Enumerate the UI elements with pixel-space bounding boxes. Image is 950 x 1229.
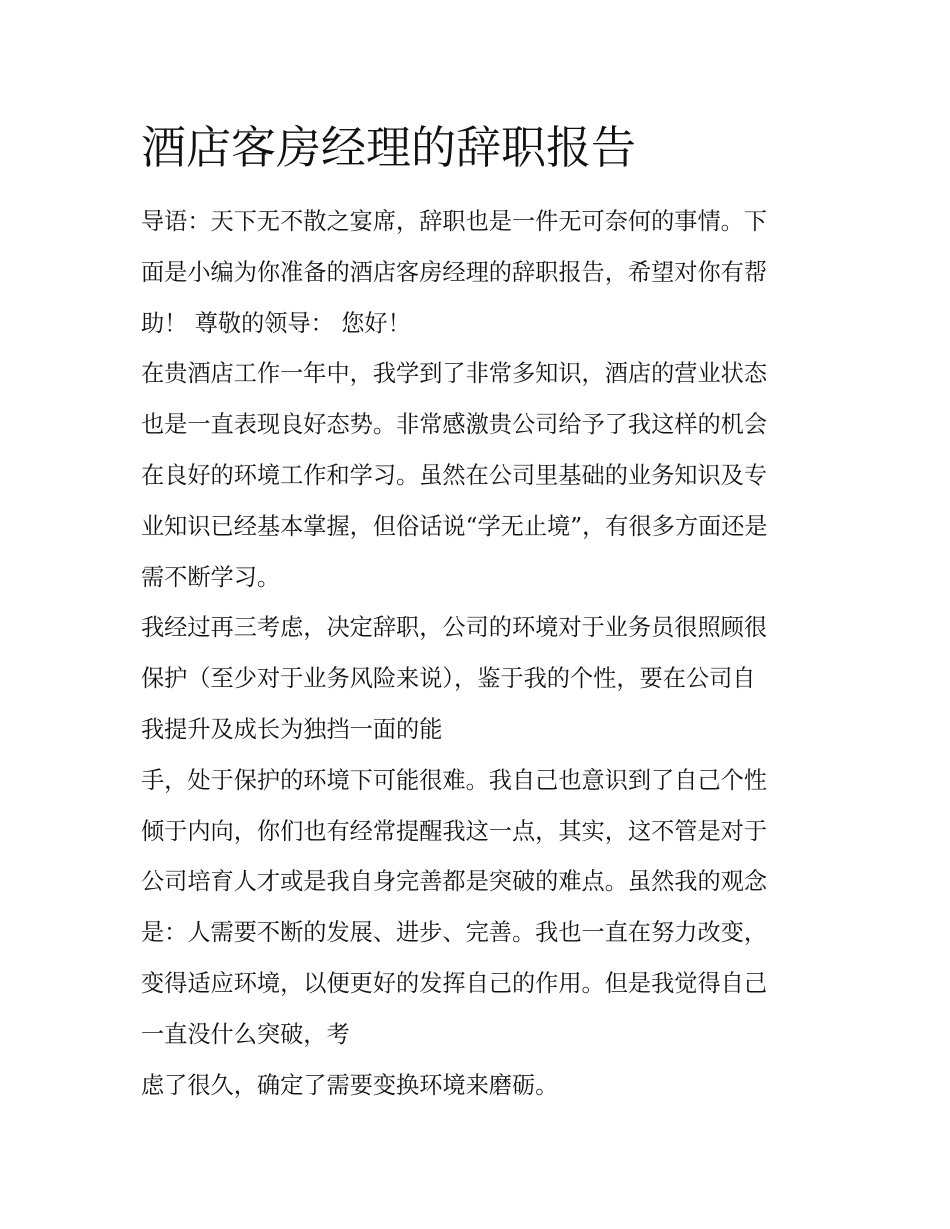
body-line: 手，处于保护的环境下可能很难。我自己也意识到了自己个性 [141,766,768,794]
body-line: 导语：天下无不散之宴席，辞职也是一件无可奈何的事情。下 [141,208,768,235]
document-body [141,197,821,1111]
body-line: 业知识已经基本掌握，但俗话说“学无止境”，有很多方面还是 [141,512,768,540]
body-line: 公司培育人才或是我自身完善都是突破的难点。虽然我的观念 [141,868,768,896]
body-line: 也是一直表现良好态势。非常感激贵公司给予了我这样的机会 [141,411,768,439]
body-line: 在良好的环境工作和学习。虽然在公司里基础的业务知识及专 [141,461,768,489]
body-line: 我提升及成长为独挡一面的能 [141,715,443,743]
body-line: 是：人需要不断的发展、进步、完善。我也一直在努力改变， [141,919,768,947]
body-line: 需不断学习。 [141,563,281,591]
body-line: 倾于内向，你们也有经常提醒我这一点，其实，这不管是对于 [141,817,768,845]
body-line: 变得适应环境，以便更好的发挥自己的作用。但是我觉得自己 [141,969,768,997]
body-line: 在贵酒店工作一年中，我学到了非常多知识，酒店的营业状态 [141,360,768,388]
body-line: 保护（至少对于业务风险来说），鉴于我的个性，要在公司自 [141,665,756,693]
body-line: 我经过再三考虑，决定辞职，公司的环境对于业务员很照顾很 [141,614,768,642]
body-line: 虑了很久，确定了需要变换环境来磨砺。 [141,1071,559,1099]
body-line: 助！ 尊敬的领导： 您好！ [141,309,411,337]
body-line: 一直没什么突破，考 [141,1020,350,1048]
document-title: 酒店客房经理的辞职报告 [141,121,637,174]
body-line: 面是小编为你准备的酒店客房经理的辞职报告，希望对你有帮 [141,258,768,286]
